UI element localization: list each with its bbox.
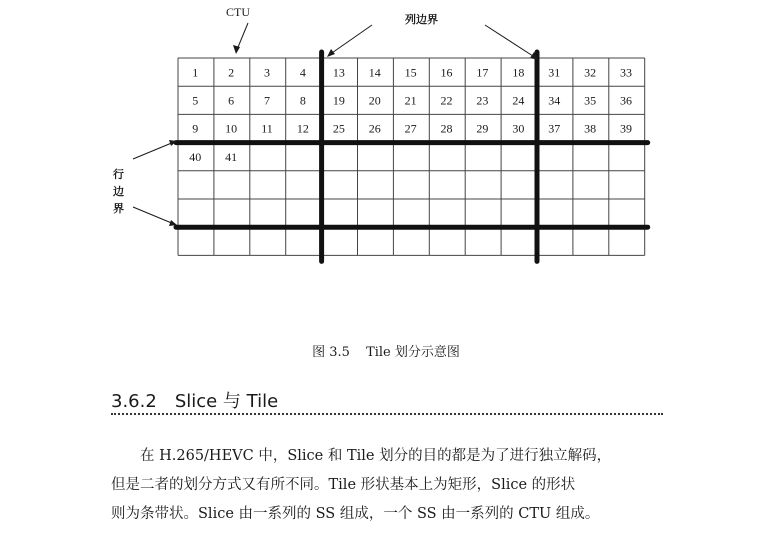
ctu-cell-number: 26: [368, 121, 381, 136]
section-divider: [111, 413, 663, 415]
section-number: 3.6.2: [111, 391, 157, 412]
ctu-cell-number: 4: [299, 65, 306, 80]
row-boundary-arrow-bottom: [133, 207, 174, 224]
ctu-cell-number: 11: [261, 121, 273, 136]
row-boundary-label-3: 界: [113, 202, 124, 215]
ctu-cell-number: 17: [476, 65, 489, 80]
ctu-cell-number: 20: [368, 93, 381, 108]
ctu-cell-number: 15: [404, 65, 417, 80]
ctu-cell-number: 10: [225, 121, 238, 136]
ctu-cell-number: 13: [332, 65, 345, 80]
ctu-cell-number: 34: [548, 93, 561, 108]
ctu-cell-number: 32: [584, 65, 597, 80]
ctu-cell-number: 38: [584, 121, 597, 136]
row-boundary-arrowhead-bottom: [169, 220, 177, 226]
ctu-cell-number: 29: [476, 121, 489, 136]
ctu-cell-number: 40: [189, 149, 202, 164]
ctu-cell-number: 1: [192, 65, 199, 80]
body-line-2: 但是二者的划分方式又有所不同。Tile 形状基本上为矩形，Slice 的形状: [111, 477, 576, 493]
tile-boundaries: [176, 52, 648, 261]
section-title: Slice 与 Tile: [174, 391, 279, 412]
ctu-cell-number: 23: [476, 93, 489, 108]
ctu-cell-number: 24: [512, 93, 525, 108]
figure-caption-text: Tile 划分示意图: [366, 345, 460, 360]
body-line-3: 则为条带状。Slice 由一系列的 SS 组成，一个 SS 由一系列的 CTU 组成。: [111, 506, 600, 522]
col-boundary-arrow-right: [485, 25, 536, 58]
ctu-cell-number: 39: [620, 121, 633, 136]
ctu-arrowhead: [233, 45, 240, 54]
body-line-1: 在 H.265/HEVC 中，Slice 和 Tile 划分的目的都是为了进行独立解码，: [140, 448, 612, 464]
ctu-cell-number: 2: [228, 65, 235, 80]
body-paragraph: [111, 442, 667, 529]
ctu-cell-number: 37: [548, 121, 561, 136]
ctu-cell-number: 41: [225, 149, 238, 164]
ctu-cell-number: 9: [192, 121, 199, 136]
ctu-cell-number: 27: [404, 121, 417, 136]
ctu-cell-number: 28: [440, 121, 453, 136]
ctu-cell-number: 19: [332, 93, 345, 108]
figure-caption: [0, 341, 772, 360]
ctu-cell-number: 25: [332, 121, 345, 136]
ctu-cell-number: 6: [228, 93, 235, 108]
ctu-cell-number: 16: [440, 65, 453, 80]
row-boundary-label-2: 边: [113, 185, 124, 198]
ctu-cell-number: 22: [440, 93, 453, 108]
ctu-cell-number: 5: [192, 93, 199, 108]
ctu-cell-number: 21: [404, 93, 417, 108]
row-boundary-arrow-top: [133, 142, 174, 159]
figure-caption-number: 图 3.5: [312, 345, 350, 360]
section-heading: [111, 387, 663, 413]
ctu-cell-number: 8: [299, 93, 306, 108]
ctu-label: CTU: [226, 5, 250, 19]
col-boundary-arrow-left: [329, 25, 372, 55]
col-boundary-arrowhead-left: [327, 49, 335, 57]
ctu-cell-number: 18: [512, 65, 525, 80]
ctu-cell-number: 36: [620, 93, 633, 108]
ctu-cell-number: 33: [620, 65, 633, 80]
ctu-cell-number: 14: [368, 65, 381, 80]
col-boundary-label: 列边界: [405, 13, 438, 26]
ctu-cell-number: 31: [548, 65, 561, 80]
row-boundary-label-1: 行: [113, 168, 124, 181]
ctu-cell-number: 3: [264, 65, 271, 80]
ctu-cell-number: 30: [512, 121, 525, 136]
ctu-cell-number: 35: [584, 93, 597, 108]
ctu-cell-number: 12: [296, 121, 309, 136]
ctu-cell-number: 7: [264, 93, 271, 108]
